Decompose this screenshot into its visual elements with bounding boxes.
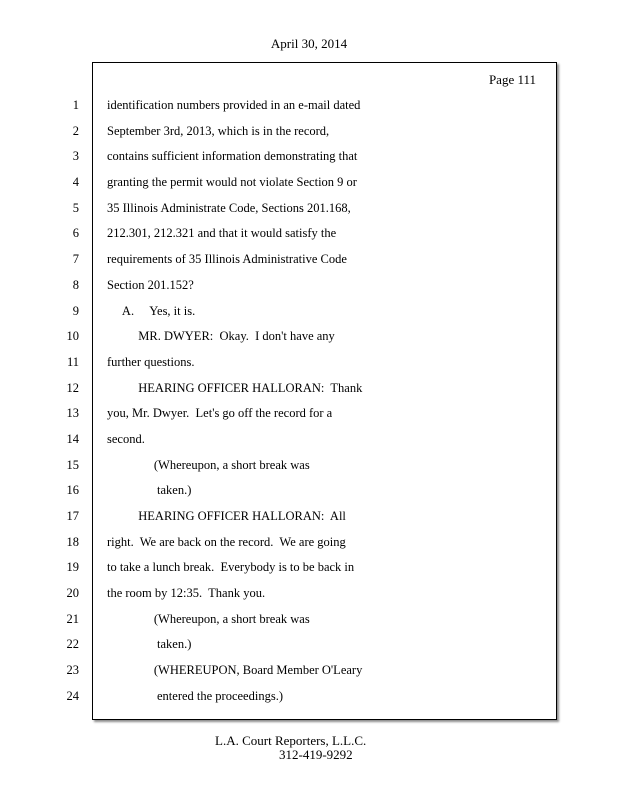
transcript-line: granting the permit would not violate Section 9 or	[107, 175, 357, 190]
line-number-column	[0, 93, 82, 710]
line-number: 15	[66, 457, 79, 472]
transcript-line: HEARING OFFICER HALLORAN: All	[107, 509, 346, 523]
reporter-phone: 312-419-9292	[279, 747, 353, 762]
transcript-line: Section 201.152?	[107, 277, 194, 292]
transcript-line: the room by 12:35. Thank you.	[107, 586, 266, 601]
line-number: 22	[66, 637, 79, 652]
transcript-line: you, Mr. Dwyer. Let's go off the record for a	[107, 406, 333, 421]
transcript-line: requirements of 35 Illinois Administrative Code	[107, 252, 347, 267]
line-number: 1	[72, 98, 79, 112]
reporter-company: L.A. Court Reporters, L.L.C.	[215, 733, 367, 748]
line-number: 2	[72, 123, 79, 138]
line-number: 16	[66, 483, 79, 498]
transcript-line: 35 Illinois Administrate Code, Sections 201.168,	[107, 200, 351, 215]
line-number: 7	[72, 252, 79, 267]
line-number: 24	[66, 688, 79, 703]
transcript-body	[107, 93, 547, 710]
line-number: 19	[66, 560, 79, 575]
line-number: 20	[66, 586, 79, 601]
transcript-line: contains sufficient information demonstrating that	[107, 149, 358, 164]
transcript-line: MR. DWYER: Okay. I don't have any	[107, 329, 335, 344]
transcript-line: September 3rd, 2013, which is in the record,	[107, 123, 330, 138]
line-number: 12	[66, 380, 79, 395]
transcript-line: entered the proceedings.)	[107, 688, 283, 703]
transcript-line: further questions.	[107, 354, 195, 369]
transcript-line: taken.)	[107, 483, 192, 498]
transcript-line: A. Yes, it is.	[107, 303, 196, 318]
line-number: 13	[66, 406, 79, 421]
line-number: 23	[66, 663, 79, 678]
transcript-line: to take a lunch break. Everybody is to be back in	[107, 560, 355, 575]
line-number: 6	[72, 226, 79, 241]
transcript-line: (WHEREUPON, Board Member O'Leary	[107, 663, 363, 678]
transcript-line: HEARING OFFICER HALLORAN: Thank	[107, 380, 363, 395]
line-number: 4	[72, 175, 79, 190]
line-number: 10	[66, 329, 79, 344]
transcript-line: second.	[107, 431, 145, 446]
line-number: 21	[66, 611, 79, 626]
line-number: 5	[72, 200, 79, 215]
line-number: 17	[66, 509, 79, 523]
transcript-line: 212.301, 212.321 and that it would satisfy the	[107, 226, 337, 241]
transcript-line: right. We are back on the record. We are going	[107, 534, 346, 549]
line-number: 8	[72, 277, 79, 292]
transcript-line: taken.)	[107, 637, 192, 652]
line-number: 14	[66, 431, 79, 446]
line-number: 9	[72, 303, 79, 318]
line-number: 18	[66, 534, 79, 549]
page-number: Page 111	[488, 72, 536, 87]
transcript-line: identification numbers provided in an e-mail dated	[107, 98, 361, 112]
transcript-line: (Whereupon, a short break was	[107, 611, 310, 626]
transcript-date: April 30, 2014	[270, 36, 348, 51]
line-number: 11	[66, 354, 79, 369]
transcript-line: (Whereupon, a short break was	[107, 457, 310, 472]
line-number: 3	[72, 149, 79, 164]
